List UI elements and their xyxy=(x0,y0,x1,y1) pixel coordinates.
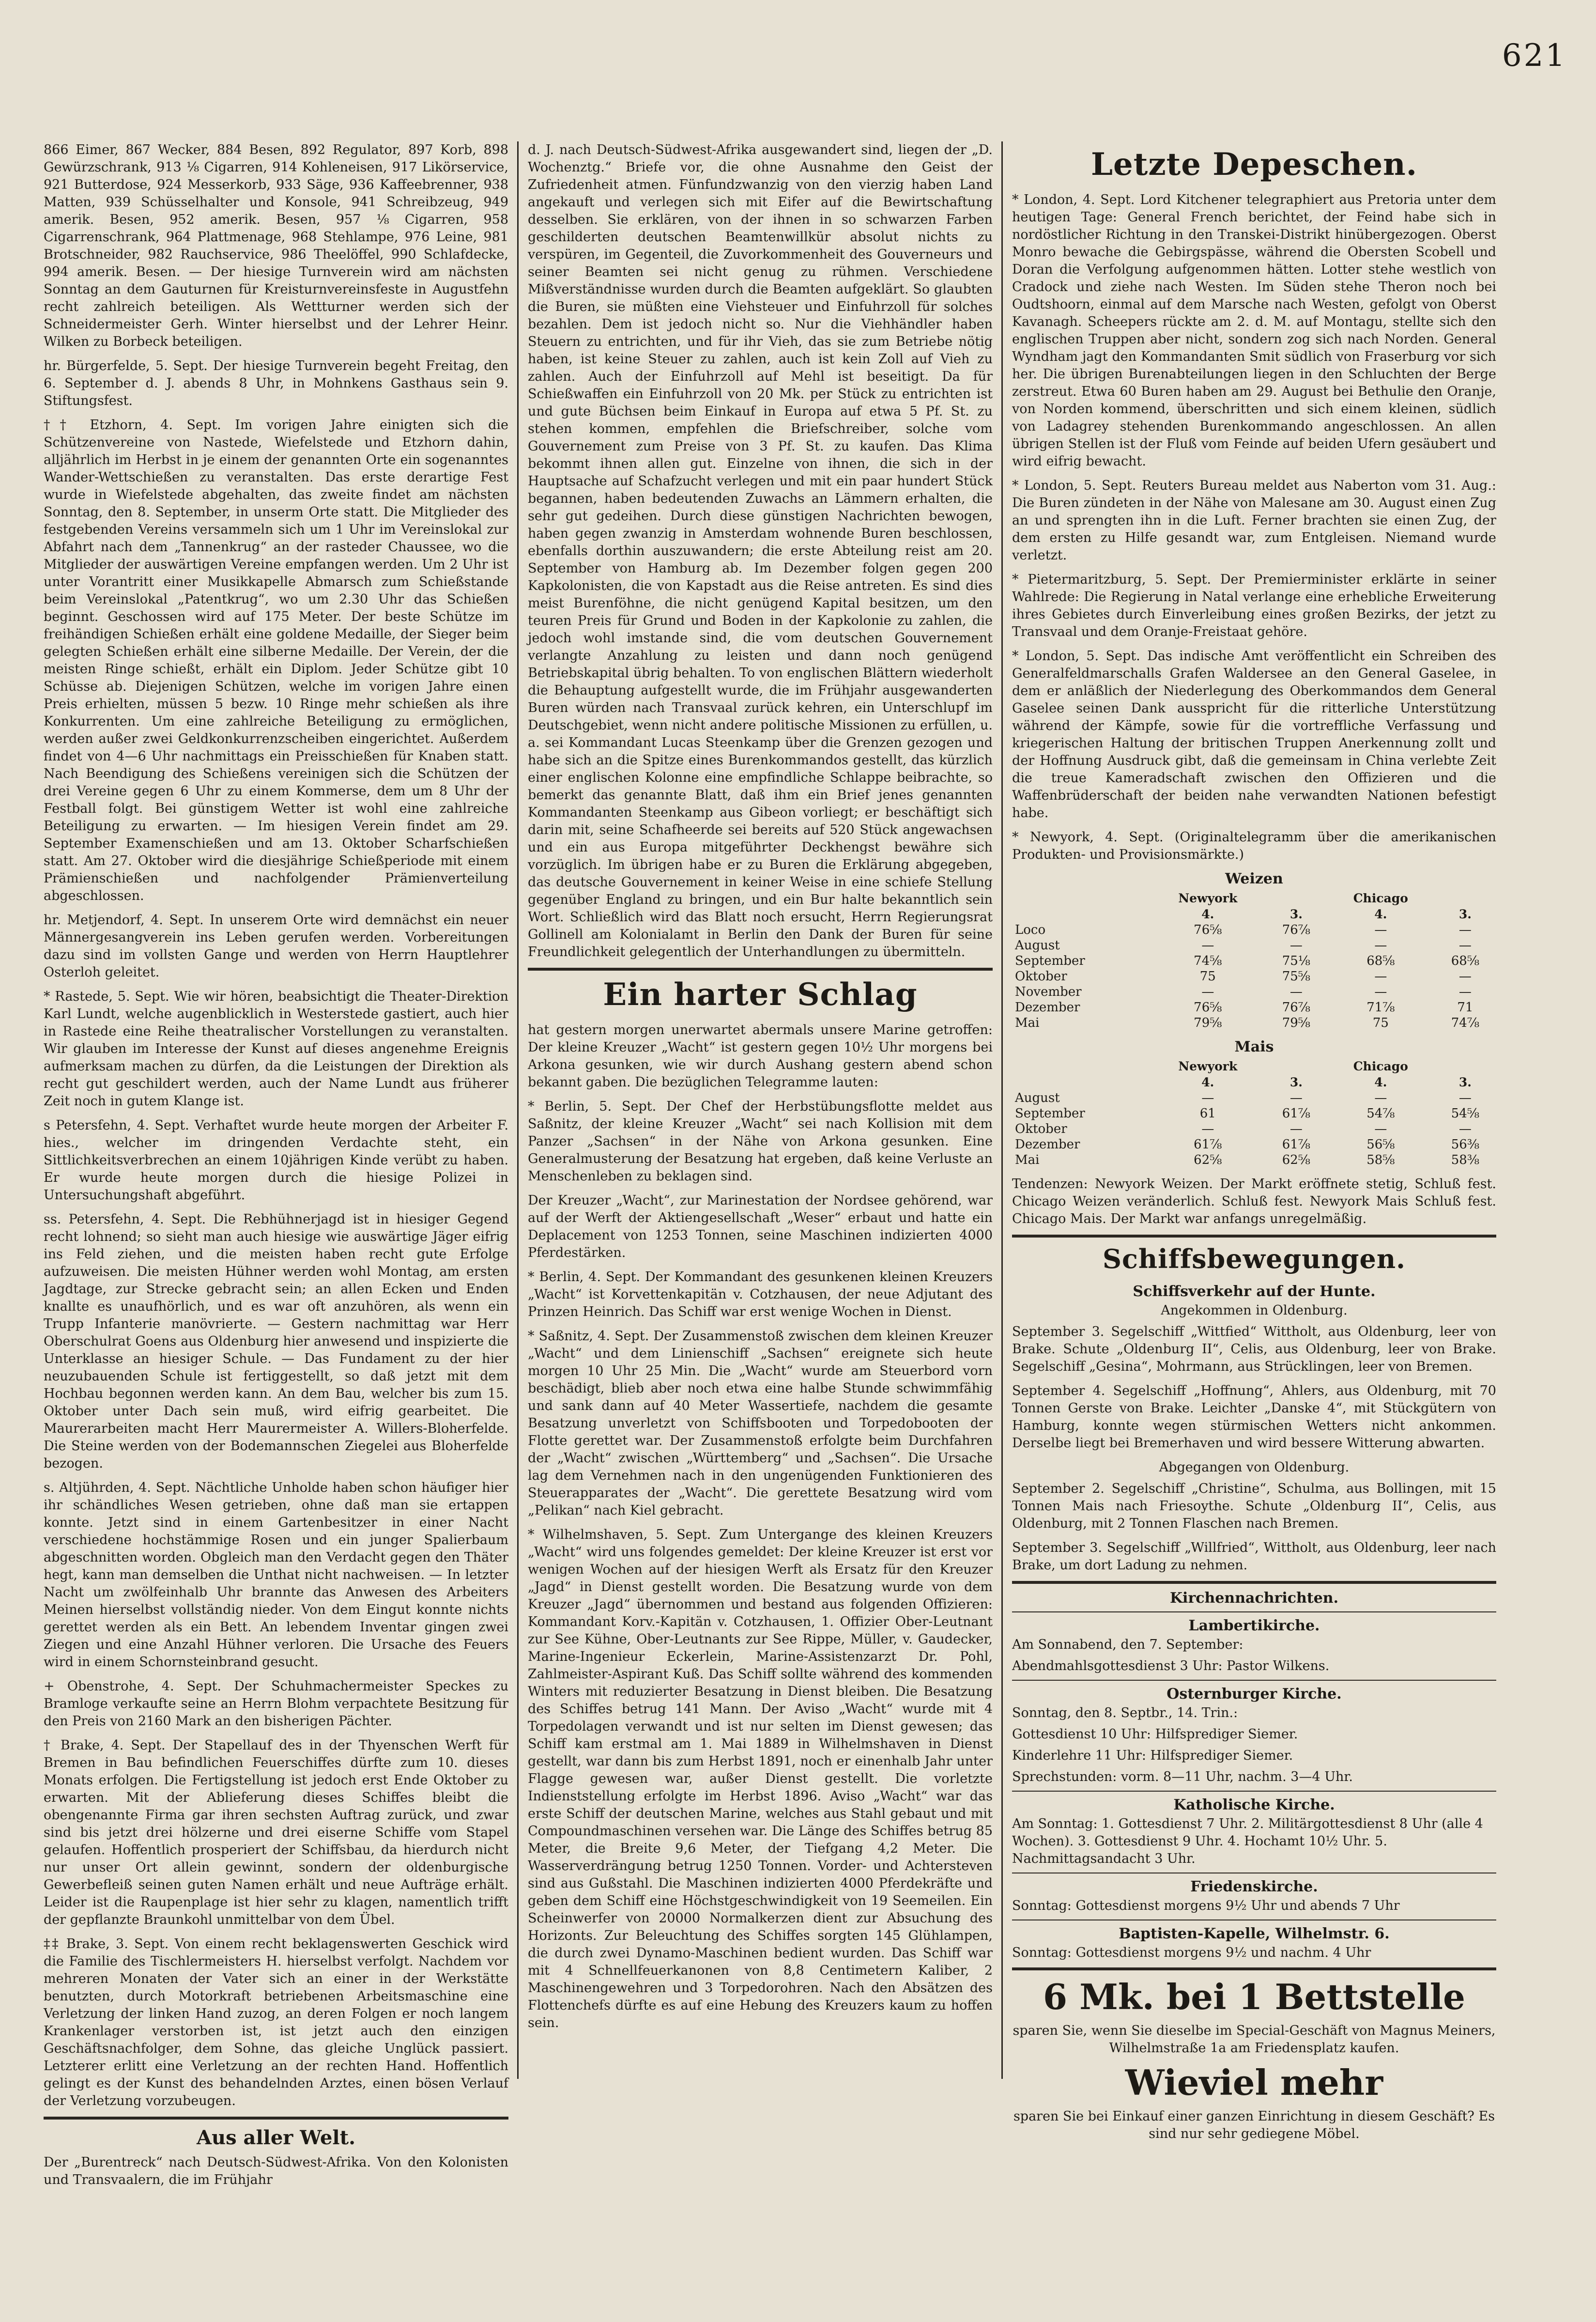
table-header-cell: Newyork xyxy=(1178,891,1238,905)
table-cell: 74⅝ xyxy=(1194,954,1222,968)
table-cell: Dezember xyxy=(1015,1000,1080,1015)
table-cell: — xyxy=(1289,1122,1303,1136)
table-header-row xyxy=(1012,890,1496,906)
column-rule-2 xyxy=(1001,141,1003,2079)
table-cell: November xyxy=(1015,985,1082,999)
divider xyxy=(1012,1791,1496,1792)
table-cell: 79⅝ xyxy=(1194,1016,1222,1030)
church-title: Katholische Kirche. xyxy=(1173,1796,1335,1813)
table-cell: Oktober xyxy=(1015,1122,1067,1136)
table-cell: — xyxy=(1458,1091,1472,1105)
table-cell: — xyxy=(1374,923,1387,937)
table-row xyxy=(1012,922,1496,938)
table-cell: 54⅝ xyxy=(1451,1106,1480,1121)
table-header-cell: Newyork xyxy=(1178,1059,1238,1073)
table-cell: 58⅝ xyxy=(1366,1153,1395,1167)
article-paragraph: ss. Petersfehn, 4. Sept. Die Rebhühnerjagd ist in hiesiger Gegend recht lohnend; so sieht man auch hiesige wie auswärtige Jäger eifrig ins Feld ziehen, und die meisten haben recht gute Erfolge aufzuweisen. Die meisten Hühner werden wohl Montag, am ersten Jagdtage, zur Strecke gebracht sein; an allen Ecken und Enden knallte es unaufhörlich, und es war oft anzuhören, als wenn ein Trupp Infanterie manövrierte. — Gestern nachmittag war Herr Oberschulrat Goens aus Oldenburg hier anwesend und inspizierte die Unterklasse an hiesiger Schule. — Das Fundament zu der hier neuzubauenden Schule ist fertiggestellt, so daß jetzt mit dem Hochbau begonnen werden kann. An dem Bau, welcher bis zum 15. Oktober unter Dach sein muß, wird eifrig gearbeitet. Die Maurerarbeiten macht Herr Maurermeister A. Willers-Bloherfelde. Die Steine werden von der Bodemannschen Ziegelei aus Bloherfelde bezogen. xyxy=(44,1212,508,1471)
ship-notice: September 3. Segelschiff „Willfried“, Wittholt, aus Oldenburg, leer nach Brake, um dort Ladung zu nehmen. xyxy=(1012,1540,1496,1573)
table-cell: 79⅝ xyxy=(1282,1016,1311,1030)
article-paragraph: hat gestern morgen unerwartet abermals unsere Marine getroffen: Der kleine Kreuzer „Wacht“ ist gestern gegen 10½ Uhr morgens bei Arkona gesunken, wie wir durch Aushang gestern abend schon bekannt gaben. Die bezüglichen Telegramme lauten: xyxy=(528,1022,993,1090)
article-paragraph: ‡‡ Brake, 3. Sept. Von einem recht beklagenswerten Geschick wird die Familie des Tischlermeisters H. hierselbst verfolgt. Nachdem vor mehreren Monaten der Vater sich an einer in der Werkstätte benutzten, durch Motorkraft betriebenen Arbeitsmaschine eine Verletzung der linken Hand zuzog, an deren Folgen er noch langem Krankenlager verstorben ist, ist jetzt auch den einzigen Geschäftsnachfolger, dem Sohne, das gleiche Unglück passiert. Letzterer erlitt eine Verletzung an der rechten Hand. Hoffentlich gelingt es der Kunst des behandelnden Arztes, einen bösen Verlauf der Verletzung vorzubeugen. xyxy=(44,1936,508,2108)
table-header-cell xyxy=(1434,1058,1496,1074)
table-header-cell: 4. xyxy=(1201,1075,1214,1089)
table-header-cell: 4. xyxy=(1374,907,1387,921)
table-cell: Dezember xyxy=(1015,1137,1080,1152)
article-paragraph: * Rastede, 5. Sept. Wie wir hören, beabsichtigt die Theater-Direktion Karl Lundt, welche augenblicklich in Westerstede gastiert, auch hier in Rastede eine Reihe theatralischer Vorstellungen zu veranstalten. Wir glauben im Interesse der Kunst auf dieses angenehme Ereignis aufmerksam machen zu dürfen, da die Leistungen der Direktion als recht gut geschildert werden, auch der Name Lundt aus früherer Zeit noch in gutem Klange ist. xyxy=(44,989,508,1109)
table-cell: 75 xyxy=(1372,1016,1389,1030)
table-cell: 71 xyxy=(1457,1000,1473,1015)
table-header-cell xyxy=(1265,890,1327,906)
table-cell: 61⅞ xyxy=(1282,1106,1311,1121)
table-row xyxy=(1012,1121,1496,1137)
column-colonial-and-navy xyxy=(528,141,993,2039)
divider xyxy=(1012,1967,1496,1970)
article-paragraph: * Newyork, 4. Sept. (Originaltelegramm über die amerikanischen Produkten- und Provisionsmärkte.) xyxy=(1012,830,1496,862)
subheading: Abgegangen von Oldenburg. xyxy=(1159,1460,1350,1475)
table-cell: 62⅝ xyxy=(1194,1153,1222,1167)
subheading: Schiffsverkehr auf der Hunte. xyxy=(1133,1283,1376,1300)
table-cell: 61⅞ xyxy=(1282,1137,1311,1152)
article-paragraph: * Pietermaritzburg, 5. Sept. Der Premierminister erklärte in seiner Wahlrede: Die Regierung in Natal verlange eine erhebliche Erweiterung ihres Gebietes durch Einverleibung eines großen Bezirks, der jetzt zu Transvaal und dem Oranje-Freistaat gehöre. xyxy=(1012,572,1496,639)
table-header-cell xyxy=(1012,1074,1151,1090)
corn-table xyxy=(1012,1058,1496,1168)
table-cell: 76⅞ xyxy=(1282,1000,1311,1015)
church-title: Baptisten-Kapelle, Wilhelmstr. 6. xyxy=(1119,1925,1390,1942)
table-cell: — xyxy=(1458,923,1472,937)
wheat-table xyxy=(1012,890,1496,1031)
headline: Ein harter Schlag xyxy=(603,976,918,1013)
table-cell: 54⅞ xyxy=(1366,1106,1395,1121)
article-paragraph: * London, 4. Sept. Lord Kitchener telegraphiert aus Pretoria unter dem heutigen Tage: General French berichtet, der Feind habe sich in nordöstlicher Richtung in den Transkei-Distrikt hinübergezogen. Oberst Monro bewache die Gebirgspässe, während die Obersten Scobell und Doran die Verfolgung aufgenommen hätten. Lotter stehe westlich von Cradock und ziehe nach Westen. Im Süden stehe Theron noch bei Oudtshoorn, einmal auf dem Marsche nach Westen, gefolgt von Oberst Kavanagh. Scheepers rückte am 2. d. M. auf Montagu, stellte sich den englischen Truppen aber nicht, sondern zog sich nach Norden. General Wyndham jagt den Kommandanten Smit südlich von Fraserburg vor sich her. Die übrigen Burenabteilungen liegen in den Schluchten der Berge zerstreut. Etwa 60 Buren haben am 29. August bei Bethulie den Oranje, von Norden kommend, überschritten und sich einem kleinen, südlich von Ladagrey stehenden Burenkommando angeschlossen. An allen übrigen Stellen ist der Fluß vom Feinde auf beiden Ufern gesäubert und wird eifrig bewacht. xyxy=(1012,192,1496,469)
article-paragraph: * London, 5. Sept. Reuters Bureau meldet aus Naberton vom 31. Aug.: Die Buren zündeten in der Nähe von Malesane am 30. August einen Zug an und sprengten ihn in die Luft. Ferner brachten sie einen Zug, der dem ersten zu Hilfe gesandt war, zum Entgleisen. Niemand wurde verletzt. xyxy=(1012,478,1496,563)
church-line: Abendmahlsgottesdienst 3 Uhr: Pastor Wilkens. xyxy=(1012,1658,1330,1673)
section-heading: Kirchennachrichten. xyxy=(1169,1590,1339,1607)
column-local-news xyxy=(44,141,508,2196)
table-header-cell: 3. xyxy=(1289,907,1303,921)
table-cell: 56⅜ xyxy=(1451,1137,1480,1152)
table-row xyxy=(1012,1137,1496,1152)
table-cell: 75⅝ xyxy=(1282,969,1311,984)
table-cell: 61⅞ xyxy=(1194,1137,1222,1152)
section-heading: Aus aller Welt. xyxy=(196,2126,356,2149)
table-cell: 61 xyxy=(1199,1106,1216,1121)
article-paragraph: d. J. nach Deutsch-Südwest-Afrika ausgewandert sind, liegen der „D. Wochenztg.“ Briefe vor, die ohne Ausnahme den Geist der Zufriedenheit atmen. Fünfundzwanzig von den vierzig haben Land angekauft und verlegen sich mit Eifer auf die Bewirtschaftung desselben. Sie erklären, von der ihnen in so schwarzen Farben geschilderten deutschen Beamtenwillkür absolut nichts zu verspüren, im Gegenteil, die Zuvorkommenheit des Gouverneurs und seiner Beamten sei nicht genug zu rühmen. Verschiedene Mißverständnisse wurden durch die Beamten aufgeklärt. So glaubten die Buren, sie müßten eine Viehsteuer und Einfuhrzoll für solches bezahlen. Dem ist jedoch nicht so. Nur die Viehhändler haben Steuern zu entrichten, und für ihr Vieh, das sie zum Betriebe nötig haben, ist keine Steuer zu zahlen, auch ist kein Zoll auf Vieh zu zahlen. Auch der Einfuhrzoll auf Mehl ist beseitigt. Da für Schießwaffen ein Einfuhrzoll von 20 Mk. per Stück zu entrichten ist und gute Büchsen beim Einkauf in Europa auf etwa 5 Pf. St. zu stehen kommen, empfehlen die Briefschreiber, solche vom Gouvernement zum Preise von 3 Pf. St. zu kaufen. Das Klima bekommt ihnen allen gut. Einzelne von ihnen, die sich in der Hauptsache auf Schafzucht verlegen und mit ein paar hundert Stück begannen, haben bedeutenden Zuwachs an Lämmern erhalten, die sehr gut gedeihen. Durch diese günstigen Nachrichten bewogen, haben gegen zwanzig in Amsterdam wohnende Buren beschlossen, ebenfalls dorthin auszuwandern; die erste Abteilung reist am 20. September von Hamburg ab. Im Dezember folgen gegen 200 Kapkolonisten, die von Kapstadt aus die Reise antreten. Es sind dies meist Burenföhne, die nicht genügend Kapital besitzen, um den teuren Preis für Grund und Boden in der Kapkolonie zu zahlen, die jedoch wohl imstande sind, die vom deutschen Gouvernement verlangte Anzahlung zu leisten und dann noch genügend Betriebskapital übrig behalten. To von englischen Blättern wiederholt die Behauptung aufgestellt wurde, die im Frühjahr ausgewanderten Buren würden nach Transvaal zurück kehren, ein Unterschlupf im Deutschgebiet, wenn nicht andere politische Missionen zu erfüllen, u. a. sei Kommandant Lucas Steenkamp über die Grenzen gezogen und habe sich an die Spitze eines Burenkommandos gestellt, das kürzlich einer englischen Kolonne eine empfindliche Schlappe beibrachte, so bemerkt das genannte Blatt, daß ihm ein Brief jenes genannten Kommandanten Steenkamp aus Gibeon vorliegt; er beschäftigt sich darin mit, seine Schafheerde sei bereits auf 520 Stück angewachsen und ein aus Europa mitgeführter Deckhengst bewähre sich vorzüglich. Im übrigen habe er zu Buren die Erklärung abgegeben, das deutsche Gouvernement in keiner Weise in eine schiefe Stellung gegenüber England zu bringen, und ein Bur halte bekanntlich sein Wort. Schließlich wird das Blatt noch ersucht, Herrn Regierungsrat Gollinell am Kolonialamt in Berlin den Dank der Buren für seine Freundlichkeit gelegentlich der Unterhandlungen zu übermitteln. xyxy=(528,142,993,960)
advertisement-text: sparen Sie, wenn Sie dieselbe im Special-Geschäft von Magnus Meiners, Wilhelmstraße 1a am Friedensplatz kaufen. xyxy=(1013,2023,1496,2056)
table-cell: — xyxy=(1458,985,1472,999)
table-row xyxy=(1012,1106,1496,1121)
table-header-cell: 3. xyxy=(1458,907,1472,921)
table-row xyxy=(1012,1090,1496,1106)
table-cell: Oktober xyxy=(1015,969,1067,984)
article-paragraph: * London, 5. Sept. Das indische Amt veröffentlicht ein Schreiben des Generalfeldmarschalls Grafen Waldersee an den General Gaselee, in dem er anläßlich der Niederlegung des Oberkommandos dem General Gaselee seinen Dank ausspricht für die ritterliche Unterstützung während der Kämpfe, sowie für die vortreffliche Verfassung und kriegerischen Haltung der britischen Truppen Anerkennung zollt und der Hoffnung Ausdruck gibt, daß die gemeinsam in China verlebte Zeit die treue Kameradschaft zwischen den Offizieren und die Waffenbrüderschaft der beiden nahe verwandten Nationen befestigt habe. xyxy=(1012,649,1496,820)
table-cell: 58⅜ xyxy=(1451,1153,1480,1167)
ship-notice: September 2. Segelschiff „Christine“, Schulma, aus Bollingen, mit 15 Tonnen Mais nach Friesoythe. Schute „Oldenburg II“, Celis, aus Oldenburg, mit 2 Tonnen Flaschen nach Bremen. xyxy=(1012,1481,1496,1531)
article-paragraph: † Brake, 4. Sept. Der Stapellauf des in der Thyenschen Werft für Bremen in Bau befindlichen Feuerschiffes dürfte zum 10. dieses Monats erfolgen. Die Fertigstellung ist jedoch erst Ende Oktober zu erwarten. Mit der Ablieferung dieses Schiffes bleibt die obengenannte Firma gar ihren sechsten Auftrag zurück, und zwar sind bis jetzt drei hölzerne und drei eiserne Schiffe vom Stapel gelaufen. Hoffentlich prosperiert der Schiffsbau, da hierdurch nicht nur unser Ort allein gewinnt, sondern der oldenburgische Gewerbefleiß seinen guten Namen erhält und neue Aufträge erhält. Leider ist die Raupenplage ist hier sehr zu klagen, namentlich trifft der gepflanzte Braunkohl unmittelbar von dem Übel. xyxy=(44,1738,508,1927)
table-header-cell: 4. xyxy=(1374,1075,1387,1089)
table-cell: 56⅝ xyxy=(1366,1137,1395,1152)
church-title: Lambertikirche. xyxy=(1188,1617,1320,1634)
table-cell: — xyxy=(1289,1091,1303,1105)
article-paragraph: Der „Burentreck“ nach Deutsch-Südwest-Afrika. Von den Kolonisten und Transvaalern, die im Frühjahr xyxy=(44,2155,508,2187)
table-header-cell xyxy=(1012,890,1151,906)
church-line: Am Sonntag: 1. Gottesdienst 7 Uhr. 2. Militärgottesdienst 8 Uhr (alle 4 Wochen). 3. Gottesdienst 9 Uhr. 4. Hochamt 10½ Uhr. 5. Nachmittagsandacht 3 Uhr. xyxy=(1012,1816,1483,1866)
table-cell: Loco xyxy=(1015,923,1046,937)
article-paragraph: * Berlin, 4. Sept. Der Kommandant des gesunkenen kleinen Kreuzers „Wacht“ ist Korvettenkapitän v. Cotzhausen, der neue Adjutant des Prinzen Heinrich. Das Schiff war erst wenige Wochen in Dienst. xyxy=(528,1269,993,1319)
divider xyxy=(44,2117,508,2120)
table-cell: — xyxy=(1458,938,1472,953)
article-paragraph: s Petersfehn, 4. Sept. Verhaftet wurde heute morgen der Arbeiter F. hies., welcher im dringenden Verdachte steht, ein Sittlichkeitsverbrechen an einem 10jährigen Kinde verübt zu haben. Er wurde heute morgen durch die hiesige Polizei in Untersuchungshaft abgeführt. xyxy=(44,1118,508,1203)
table-cell: — xyxy=(1289,985,1303,999)
article-paragraph: hr. Bürgerfelde, 5. Sept. Der hiesige Turnverein begeht Freitag, den 6. September d. J. abends 8 Uhr, in Mohnkens Gasthaus sein 9. Stiftungsfest. xyxy=(44,358,508,408)
table-cell: — xyxy=(1201,1122,1214,1136)
table-cell: — xyxy=(1374,938,1387,953)
church-line: Am Sonnabend, den 7. September: xyxy=(1012,1637,1243,1652)
advertisement-headline: Wieviel mehr xyxy=(1125,2062,1383,2103)
table-cell: — xyxy=(1458,1122,1472,1136)
advertisement-headline: 6 Mk. bei 1 Bettstelle xyxy=(1043,1976,1465,2017)
church-line: Kinderlehre 11 Uhr: Hilfsprediger Siemer. xyxy=(1012,1748,1293,1763)
table-cell: — xyxy=(1374,969,1387,984)
table-cell: 75⅛ xyxy=(1282,954,1311,968)
column-dispatches xyxy=(1012,141,1496,2147)
table-row xyxy=(1012,984,1496,1000)
table-row xyxy=(1012,953,1496,969)
article-paragraph: 866 Eimer, 867 Wecker, 884 Besen, 892 Regulator, 897 Korb, 898 Gewürzschrank, 913 ⅛ Cigarren, 914 Kohleneisen, 917 Likörservice, 921 Butterdose, 924 Messerkorb, 933 Säge, 936 Kaffeebrenner, 938 Matten, 939 Schüsselhalter und Konsole, 941 Schreibzeug, 949 amerik. Besen, 952 amerik. Besen, 957 ⅛ Cigarren, 958 Cigarrenschrank, 964 Plattmenage, 968 Stehlampe, 976 Leine, 981 Brotschneider, 982 Rauchservice, 986 Theelöffel, 990 Schlafdecke, 994 amerik. Besen. — Der hiesige Turnverein wird am nächsten Sonntag an dem Gauturnen für Kreisturnvereinsfeste in Augustfehn recht zahlreich beteiligen. Als Wettturner werden sich der Schneidermeister Gerh. Winter hierselbst und der Lehrer Heinr. Wilken zu Borbeck beteiligen. xyxy=(44,142,508,349)
table-title: Mais xyxy=(1234,1038,1274,1055)
article-paragraph: * Wilhelmshaven, 5. Sept. Zum Untergange des kleinen Kreuzers „Wacht“ wird uns folgendes gemeldet: Der kleine Kreuzer ist erst vor wenigen Wochen auf der hiesigen Werft als Ersatz für den Kreuzer „Jagd“ in Dienst gestellt worden. Die Besatzung wurde von dem Kreuzer „Jagd“ übernommen und bestand aus folgenden Offizieren: Kommandant Korv.-Kapitän v. Cotzhausen, 1. Offizier Ober-Leutnant zur See Kühne, Ober-Leutnants zur See Rippe, Müller, v. Gaudecker, Marine-Ingenieur Eckerlein, Marine-Assistenzarzt Dr. Pohl, Zahlmeister-Aspirant Kuß. Das Schiff sollte während des kommenden Winters mit reduzierter Besatzung in Dienst bleiben. Die Besatzung des Schiffes betrug 141 Mann. Der Aviso „Wacht“ wurde mit 4 Torpedolagen verwandt und ist nur selten im Dienst gewesen; das Schiff kam erstmal am 1. Mai 1889 in Wilhelmshaven in Dienst gestellt, war dann bis zum Herbst 1891, noch er einenhalb Jahr unter Flagge gewesen war, außer Dienst gestellt. Die vorletzte Indienststellung erfolgte im Herbst 1896. Aviso „Wacht“ war das erste Schiff der deutschen Marine, welches aus Stahl gebaut und mit Compoundmaschinen versehen war. Die Länge des Schiffes betrug 85 Meter, die Breite 9,6 Meter, der Tiefgang 4,2 Meter. Die Wasserverdrängung betrug 1250 Tonnen. Vorder- und Achtersteven sind aus Gußstahl. Die Maschinen indizierten 4000 Pferdekräfte und geben dem Schiff eine Höchstgeschwindigkeit von 19 Seemeilen. Ein Scheinwerfer von 20000 Normalkerzen dient zur Absuchung des Horizonts. Zur Beleuchtung des Schiffes sorgten 145 Glühlampen, die durch zwei Dynamo-Maschinen bedient wurden. Das Schiff war mit 4 Schnellfeuerkanonen von 8,8 Centimetern Kaliber, 2 Maschinengewehren und 3 Torpedorohren. Nach den Absätzen des Flottenchefs dürfte es auf eine Hebung des Kreuzers kaum zu hoffen sein. xyxy=(528,1527,993,2030)
table-cell: — xyxy=(1201,938,1214,953)
church-line: Sonntag: Gottesdienst morgens 9½ und nachm. 4 Uhr xyxy=(1012,1945,1371,1960)
ship-notice: September 3. Segelschiff „Wittfied“ Wittholt, aus Oldenburg, leer von Brake. Schute „Oldenburg II“, Celis, aus Oldenburg, leer von Brake. Segelschiff „Gesina“, Mohrmann, aus Strücklingen, leer von Bremen. xyxy=(1012,1324,1496,1374)
table-cell: — xyxy=(1201,1091,1214,1105)
table-header-row xyxy=(1012,1058,1496,1074)
church-notices xyxy=(1012,1611,1496,1962)
table-header-cell xyxy=(1012,906,1151,922)
table-header-cell: Chicago xyxy=(1353,891,1408,905)
table-row xyxy=(1012,1152,1496,1168)
article-paragraph: †† Etzhorn, 4. Sept. Im vorigen Jahre einigten sich die Schützenvereine von Nastede, Wiefelstede und Etzhorn dahin, alljährlich im Herbst in je einem der genannten Orte ein sogenanntes Wander-Wettschießen zu veranstalten. Das erste derartige Fest wurde in Wiefelstede abgehalten, das zweite findet am nächsten Sonntag, den 8. September, in unserm Orte statt. Die Mitglieder des festgebenden Vereins versammeln sich um 1 Uhr im Vereinslokal zur Abfahrt nach dem „Tannenkrug“ an der rasteder Chaussee, wo die Mitglieder der auswärtigen Vereine empfangen werden. Um 2 Uhr ist unter Vorantritt einer Musikkapelle Abmarsch zum Schießstande beim Vereinslokal „Patentkrug“, wo um 2.30 Uhr das Schießen beginnt. Geschossen wird auf 175 Meter. Der beste Schütze im freihändigen Schießen erhält eine goldene Medaille, der Sieger beim gelegten Schießen erhält eine silberne Medaille. Der Verein, der die meisten Ringe schießt, erhält ein Diplom. Jeder Schütze gibt 10 Schüsse ab. Diejenigen Schützen, welche im vorigen Jahre einen Preis erhielten, müssen 5 bezw. 10 Ringe mehr schießen als ihre Konkurrenten. Um eine zahlreiche Beteiligung zu ermöglichen, werden außer zwei Geldkonkurrenzscheiben eingerichtet. Außerdem findet von 4—6 Uhr nachmittags ein Preisschießen für Knaben statt. Nach Beendigung des Schießens vereinigen sich die Schützen der drei Vereine gegen 6 Uhr zu einem Kommerse, dem um 8 Uhr der Festball folgt. Bei günstigem Wetter ist wohl eine zahlreiche Beteiligung zu erwarten. — Im hiesigen Verein findet am 29. September Examenschießen und am 13. Oktober Scharfschießen statt. Am 27. Oktober wird die diesjährige Schießperiode mit einem Prämienschießen und nachfolgender Prämienverteilung abgeschlossen. xyxy=(44,418,508,903)
table-cell: — xyxy=(1201,985,1214,999)
subheading: Angekommen in Oldenburg. xyxy=(1161,1303,1348,1318)
table-subheader-row xyxy=(1012,1074,1496,1090)
table-header-cell: 3. xyxy=(1289,1075,1303,1089)
table-cell: 76⅞ xyxy=(1282,923,1311,937)
table-row xyxy=(1012,1000,1496,1015)
table-cell: August xyxy=(1015,938,1060,953)
table-cell: Mai xyxy=(1015,1153,1040,1167)
divider xyxy=(1012,1235,1496,1238)
ship-notice: September 4. Segelschiff „Hoffnung“, Ahlers, aus Oldenburg, mit 70 Tonnen Gerste von Brake. Leichter „Danske 4“, mit Stückgütern von Hamburg, konnte wegen stürmischen Wetters nicht ankommen. Derselbe liegt bei Bremerhaven und wird bessere Witterung abwarten. xyxy=(1012,1383,1496,1451)
table-cell: — xyxy=(1458,969,1472,984)
article-paragraph: s. Altjührden, 4. Sept. Nächtliche Unholde haben schon häufiger hier ihr schändliches Wesen getrieben, ohne daß man sie ertappen konnte. Jetzt sind in einem Gartenbesitzer in einer Nacht verschiedene hochstämmige Rosen und ein junger Spalierbaum abgeschnitten worden. Obgleich man den Verdacht gegen den Thäter hegt, kann man demselben die Unthat nicht nachweisen. — In letzter Nacht um zwölfeinhalb Uhr brannte das Anwesen des Arbeiters Meinen hierselbst vollständig nieder. Von dem Eingut konnte nichts gerettet werden als ein Bett. An lebendem Inventar gingen zwei Ziegen und eine Anzahl Hühner verloren. Die Ursache des Feuers wird in einem Schornsteinbrand gesucht. xyxy=(44,1480,508,1670)
market-tendency: Tendenzen: Newyork Weizen. Der Markt eröffnete stetig, Schluß fest. Chicago Weizen veränderlich. Schluß fest. Newyork Mais Schluß fest. Chicago Mais. Der Markt war anfangs unregelmäßig. xyxy=(1012,1176,1496,1226)
table-cell: — xyxy=(1374,1091,1387,1105)
divider xyxy=(1012,1581,1496,1584)
advertisement-text: sparen Sie bei Einkauf einer ganzen Einrichtung in diesem Geschäft? Es sind nur sehr gediegene Möbel. xyxy=(1013,2109,1495,2141)
article-paragraph: + Obenstrohe, 4. Sept. Der Schuhmachermeister Speckes zu Bramloge verkaufte seine an Herrn Blohm verpachtete Besitzung für den Preis von 2160 Mark an den bisherigen Pächter. xyxy=(44,1679,508,1729)
church-line: Gottesdienst 10 Uhr: Hilfsprediger Siemer. xyxy=(1012,1727,1298,1742)
table-row xyxy=(1012,969,1496,984)
table-header-cell: Chicago xyxy=(1353,1059,1408,1073)
table-cell: 76⅝ xyxy=(1194,1000,1222,1015)
table-cell: — xyxy=(1374,1122,1387,1136)
table-cell: 76⅝ xyxy=(1194,923,1222,937)
table-cell: 74⅞ xyxy=(1451,1016,1480,1030)
article-paragraph: * Berlin, 5. Sept. Der Chef der Herbstübungsflotte meldet aus Saßnitz, der kleine Kreuzer „Wacht“ sei nach Kollision mit dem Panzer „Sachsen“ in der Nähe von Arkona gesunken. Eine Generalmusterung der Besatzung hat ergeben, daß keine Verluste an Menschenleben zu beklagen sind. xyxy=(528,1099,993,1184)
table-cell: 68⅝ xyxy=(1366,954,1395,968)
table-cell: September xyxy=(1015,954,1085,968)
table-header-cell xyxy=(1265,1058,1327,1074)
table-cell: Mai xyxy=(1015,1016,1040,1030)
table-cell: — xyxy=(1374,985,1387,999)
table-cell: 71⅞ xyxy=(1366,1000,1395,1015)
article-paragraph: Der Kreuzer „Wacht“, zur Marinestation der Nordsee gehörend, war auf der Werft der Aktiengesellschaft „Weser“ erbaut und hatte ein Deplacement von 1253 Tonnen, seine Maschinen indizierten 4000 Pferdestärken. xyxy=(528,1193,993,1260)
church-title: Friedenskirche. xyxy=(1190,1878,1318,1895)
divider xyxy=(1012,1680,1496,1681)
table-cell: September xyxy=(1015,1106,1085,1121)
headline: Letzte Depeschen. xyxy=(1091,146,1417,183)
table-header-cell: 3. xyxy=(1458,1075,1472,1089)
table-title: Weizen xyxy=(1225,870,1283,887)
table-header-cell xyxy=(1012,1058,1151,1074)
table-subheader-row xyxy=(1012,906,1496,922)
column-rule-1 xyxy=(517,141,519,2079)
table-cell: 68⅝ xyxy=(1451,954,1480,968)
table-cell: August xyxy=(1015,1091,1060,1105)
divider xyxy=(1012,1611,1496,1612)
church-line: Sonntag: Gottesdienst morgens 9½ Uhr und abends 7 Uhr xyxy=(1012,1898,1400,1913)
church-title: Osternburger Kirche. xyxy=(1166,1686,1342,1703)
table-header-cell: 4. xyxy=(1201,907,1214,921)
table-cell: 75 xyxy=(1199,969,1216,984)
church-line: Sprechstunden: vorm. 8—11 Uhr, nachm. 3—4 Uhr. xyxy=(1012,1769,1353,1784)
divider xyxy=(528,968,993,971)
church-line: Sonntag, den 8. Septbr., 14. Trin.: xyxy=(1012,1705,1238,1720)
table-row xyxy=(1012,938,1496,953)
table-cell: — xyxy=(1289,938,1303,953)
table-row xyxy=(1012,1015,1496,1031)
article-paragraph: hr. Metjendorf, 4. Sept. In unserem Orte wird demnächst ein neuer Männergesangverein ins Leben gerufen werden. Vorbereitungen dazu sind im vollsten Gange und werden von Herrn Hauptlehrer Osterloh geleitet. xyxy=(44,913,508,980)
table-cell: 62⅝ xyxy=(1282,1153,1311,1167)
table-header-cell xyxy=(1434,890,1496,906)
article-paragraph: * Saßnitz, 4. Sept. Der Zusammenstoß zwischen dem kleinen Kreuzer „Wacht“ und dem Linienschiff „Sachsen“ ereignete sich heute morgen 10 Uhr 25 Min. Die „Wacht“ wurde am Steuerbord vorn beschädigt, blieb aber noch etwa eine halbe Stunde schwimmfähig und sank dann auf 40 Meter Wassertiefe, nachdem die gesamte Besatzung unverletzt von Schiffsbooten und Torpedobooten der Flotte gerettet war. Der Zusammenstoß erfolgte beim Durchfahren der „Wacht“ zwischen „Württemberg“ und „Sachsen“. Die Ursache lag dem Vernehmen nach in den ungenügenden Funktionieren des Steuerapparates der „Wacht“. Die gerettete Besatzung wird vom „Pelikan“ nach Kiel gebracht. xyxy=(528,1329,993,1518)
page-number: 621 xyxy=(1502,38,1567,74)
section-heading: Schiffsbewegungen. xyxy=(1103,1243,1406,1274)
